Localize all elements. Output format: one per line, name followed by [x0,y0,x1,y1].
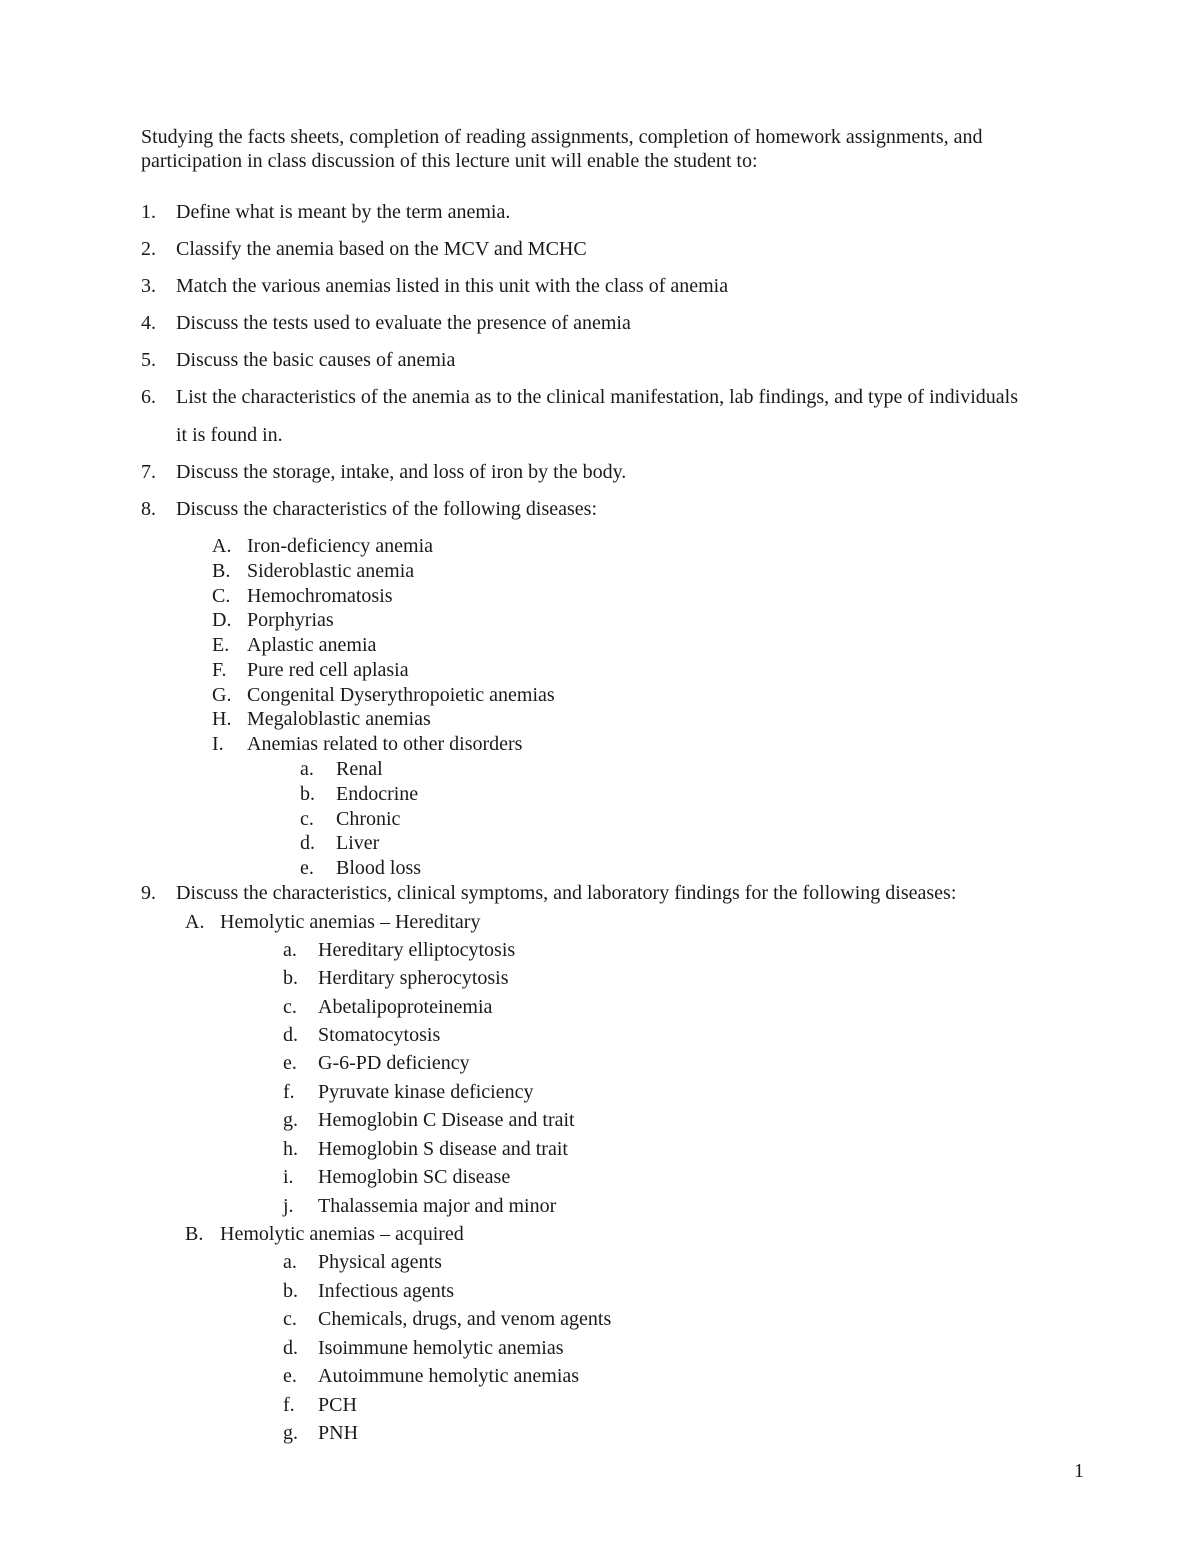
item-letter: c. [300,808,314,830]
item-number: 2. [141,238,156,260]
item-letter: A. [185,911,205,933]
item-text: Autoimmune hemolytic anemias [318,1365,580,1387]
item-letter: G. [212,684,232,706]
item-text: List the characteristics of the anemia as to the clinical manifestation, lab findings, and type of individuals [176,386,1018,408]
item-text: Match the various anemias listed in this unit with the class of anemia [176,275,729,297]
item-number: 4. [141,312,156,334]
item-text: Pure red cell aplasia [247,659,409,681]
item-letter: c. [283,996,297,1018]
item-text: Stomatocytosis [318,1024,441,1046]
item-text: Hemoglobin SC disease [318,1166,511,1188]
item-text: Hemolytic anemias – acquired [220,1223,464,1245]
item-letter: A. [212,535,232,557]
item-letter: E. [212,634,230,656]
item-letter: e. [300,857,314,879]
item-letter: d. [283,1024,298,1046]
item-text: Isoimmune hemolytic anemias [318,1337,564,1359]
item-text: Iron-deficiency anemia [247,535,434,557]
item-text: Hereditary elliptocytosis [318,939,516,961]
item-letter: b. [300,783,315,805]
item-text: PNH [318,1422,359,1444]
item-text: Pyruvate kinase deficiency [318,1081,534,1103]
item-letter: a. [283,1251,297,1273]
item-text: Chronic [336,808,401,830]
item-text: Hemochromatosis [247,585,393,607]
item-text: Physical agents [318,1251,442,1273]
item-text: Chemicals, drugs, and venom agents [318,1308,612,1330]
item-letter: B. [185,1223,204,1245]
item-letter: F. [212,659,227,681]
item-text: Discuss the characteristics of the following diseases: [176,498,597,520]
item-letter: C. [212,585,231,607]
item-number: 5. [141,349,156,371]
item-letter: f. [283,1081,295,1103]
item-text: Aplastic anemia [247,634,377,656]
item-number: 1. [141,201,156,223]
item-text: G-6-PD deficiency [318,1052,470,1074]
item-letter: e. [283,1052,297,1074]
item-text: Hemoglobin C Disease and trait [318,1109,575,1131]
item-letter: e. [283,1365,297,1387]
intro-line-2: participation in class discussion of this lecture unit will enable the student to: [141,150,758,172]
item-text: Discuss the characteristics, clinical symptoms, and laboratory findings for the following diseases: [176,882,957,904]
item-text: Discuss the tests used to evaluate the presence of anemia [176,312,631,334]
item-number: 9. [141,882,156,904]
item-letter: H. [212,708,232,730]
item-letter: h. [283,1138,298,1160]
item-letter: I. [212,733,224,755]
item-text: Herditary spherocytosis [318,967,509,989]
item-letter: d. [300,832,315,854]
item-text: Congenital Dyserythropoietic anemias [247,684,555,706]
item-number: 8. [141,498,156,520]
item-letter: g. [283,1109,298,1131]
item-text: Liver [336,832,380,854]
item-letter: i. [283,1166,294,1188]
item-text: Infectious agents [318,1280,455,1302]
item-letter: g. [283,1422,298,1444]
item-letter: c. [283,1308,297,1330]
item-letter: a. [283,939,297,961]
item-text: Define what is meant by the term anemia. [176,201,511,223]
item-text: Abetalipoproteinemia [318,996,493,1018]
intro-line-1: Studying the facts sheets, completion of reading assignments, completion of homework assignments, and [141,126,983,148]
item-text: Discuss the basic causes of anemia [176,349,456,371]
item-number: 7. [141,461,156,483]
item-text: Hemolytic anemias – Hereditary [220,911,481,933]
item-letter: j. [283,1195,294,1217]
item-letter: b. [283,1280,298,1302]
page-number: 1 [1074,1460,1084,1482]
item-text: it is found in. [176,424,283,446]
item-text: Sideroblastic anemia [247,560,415,582]
item-text: Endocrine [336,783,419,805]
item-letter: f. [283,1394,295,1416]
item-text: Classify the anemia based on the MCV and MCHC [176,238,587,260]
item-text: Megaloblastic anemias [247,708,431,730]
item-letter: b. [283,967,298,989]
item-text: Anemias related to other disorders [247,733,523,755]
item-text: Discuss the storage, intake, and loss of iron by the body. [176,461,627,483]
item-letter: D. [212,609,232,631]
item-number: 3. [141,275,156,297]
item-number: 6. [141,386,156,408]
item-text: Hemoglobin S disease and trait [318,1138,568,1160]
item-text: Thalassemia major and minor [318,1195,557,1217]
item-letter: B. [212,560,231,582]
item-text: Porphyrias [247,609,334,631]
item-text: Renal [336,758,383,780]
item-text: Blood loss [336,857,422,879]
item-text: PCH [318,1394,357,1416]
item-letter: d. [283,1337,298,1359]
item-letter: a. [300,758,314,780]
